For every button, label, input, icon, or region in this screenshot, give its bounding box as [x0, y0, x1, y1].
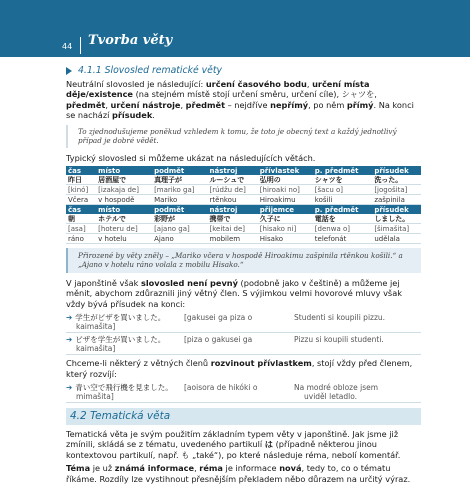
text-run: , [180, 99, 186, 110]
example-transcription: [gakusei ga piza o [184, 312, 253, 322]
word-order-table [66, 166, 421, 244]
table-cell: [hisako ni] [258, 224, 313, 234]
table-row [66, 224, 421, 234]
table-row [66, 175, 421, 185]
text-run: V japonštině však [66, 277, 141, 288]
example-japanese: ビザを学生が買いました。 [75, 334, 166, 344]
table-row [66, 214, 421, 224]
bold-term: Téma [66, 463, 91, 474]
column-header: místo [96, 166, 152, 175]
table-cell: Hiroakimu [258, 195, 313, 205]
note-natural-translation: Přirozené by věty zněly – „Mariko včera v hospodě Hiroakimu zašpinila rtěnkou košili.“ a „Ajano v hotelu ráno volala z mobilu Hisako.“ [66, 248, 421, 273]
example-translation: Na modré obloze jsem [294, 382, 379, 392]
table-cell: [rúdžu de] [208, 185, 258, 195]
page-header [0, 0, 470, 57]
table-cell: zašpinila [372, 195, 421, 205]
table-cell: シャツを [313, 175, 373, 185]
text-run: (na stejném místě stojí určení směru, určení cíle), シャツを, [132, 89, 377, 100]
table-cell: [šimašita] [372, 224, 421, 234]
example-japanese: 青い空で飛行機を見ました。 [75, 382, 173, 392]
arrow-icon: ➔ [66, 312, 73, 322]
paragraph-thematic [66, 429, 421, 461]
table-cell: [hoteru de] [96, 224, 152, 234]
bold-term: přímý [346, 99, 374, 110]
table-cell: košili [313, 195, 373, 205]
text-run: (podobně jako v češtině) a můžeme jej měnit, abychom zdůraznili jiný větný člen. S výjimkou velmi hovorové mluvy však vždy bývá přísudek na konci: [66, 277, 402, 309]
column-header: přijemce [258, 205, 313, 215]
table-cell: 洗った。 [372, 175, 421, 185]
example-transcription: [piza o gakusei ga [184, 334, 253, 344]
column-header: nástroj [208, 166, 258, 175]
examples-attribute [66, 383, 421, 403]
table-cell: [asa] [66, 224, 96, 234]
text-run: . Na konci se nachází [66, 99, 414, 121]
text-run: Tematická věta je svým použitím základním typem věty v japonštině. Jak jsme již zmínili, skládá se z tématu, uvedeného partikulí [66, 428, 399, 450]
table-header-row [66, 205, 421, 215]
table-cell: 電話を [313, 214, 373, 224]
arrow-icon: ➔ [66, 382, 73, 392]
text-run: , [105, 99, 111, 110]
section-heading-42: 4.2 Tematická věta [66, 408, 421, 425]
example-line-continued [66, 392, 421, 401]
example-line [66, 313, 421, 322]
table-row [66, 234, 421, 244]
column-header: přísudek [372, 166, 421, 175]
paragraph-typical: Typický slovosled si můžeme ukázat na následujících větách. [66, 152, 316, 163]
column-header: místo [96, 205, 152, 215]
paragraph-theme-rheme [66, 463, 421, 484]
column-header: podmět [152, 205, 207, 215]
table-cell: mobilem [208, 234, 258, 244]
text-run: , stojí vždy před členem, který rozvíjí: [66, 358, 413, 379]
text-run: Neutrální slovosled je následující: [66, 78, 206, 89]
table-cell: [mariko ga] [152, 185, 207, 195]
example-translation: Pizzu si koupili studenti. [294, 334, 384, 344]
table-cell: [hiroaki no] [258, 185, 313, 195]
example-line-continued [66, 322, 421, 331]
text-run: je už [90, 463, 115, 474]
example-transcription-end: kaimašita] [76, 321, 116, 331]
table-cell: [kinó] [66, 185, 96, 195]
table-cell: udělala [372, 234, 421, 244]
column-header: p. předmět [313, 205, 373, 215]
example-translation-end: uviděl letadlo. [304, 391, 358, 401]
table-cell: rtěnkou [208, 195, 258, 205]
text-run: , [306, 78, 313, 89]
divider [66, 332, 421, 333]
bold-term: přísudek [112, 110, 153, 121]
table-cell: 真理子が [152, 175, 207, 185]
table-cell: ráno [66, 234, 96, 244]
bold-term: slovosled není pevný [140, 277, 238, 288]
example-transcription-end: kaimašita] [76, 344, 116, 354]
table-cell: Včera [66, 195, 96, 205]
section-heading-411: 4.1.1 Slovosled rematické věty [66, 66, 421, 77]
column-header: přísudek [372, 205, 421, 215]
text-run: Chceme-li některý z větných členů [66, 358, 211, 369]
table-cell: ルーシュで [208, 175, 258, 185]
table-cell: Ajano [152, 234, 207, 244]
divider [66, 354, 421, 355]
table-cell: [jogošita] [372, 185, 421, 195]
column-header: p. předmět [313, 166, 373, 175]
table-cell: 弘明の [258, 175, 313, 185]
bold-term: předmět [185, 99, 225, 110]
text-run: , tedy to, co o tématu říkáme. Rozdíly lze vystihnout přesnějším překladem něbo důrazem na určitý výraz. [66, 463, 411, 484]
paragraph-attribute [66, 358, 421, 379]
example-line [66, 383, 421, 392]
table-row [66, 185, 421, 195]
bold-term: známá informace [114, 463, 195, 474]
paragraph-word-order [66, 79, 421, 121]
paragraph-free-order [66, 278, 421, 310]
example-transcription: [aoisora de hikóki o [184, 382, 258, 392]
table-cell: [ajano ga] [152, 224, 207, 234]
table-cell: v hospodě [96, 195, 152, 205]
bold-term: určení časového bodu [205, 78, 307, 89]
table-cell: 朝 [66, 214, 96, 224]
table-row [66, 195, 421, 205]
example-translation: Studenti si koupili pizzu. [294, 312, 386, 322]
table-cell: 久子に [258, 214, 313, 224]
chapter-title: Tvorba věty [88, 33, 173, 48]
table-cell: v hotelu [96, 234, 152, 244]
column-header: nástroj [208, 205, 258, 215]
table-cell: [denwa o] [313, 224, 373, 234]
bold-term: určení nástroje [110, 99, 181, 110]
table-cell: 昨日 [66, 175, 96, 185]
page-content [66, 62, 421, 488]
table-cell: [šacu o] [313, 185, 373, 195]
text-run: , po něm [308, 99, 347, 110]
bold-term: nepřímý [270, 99, 309, 110]
text-run: – nejdříve [224, 99, 271, 110]
table-cell: 彩野が [152, 214, 207, 224]
table-cell: 居酒屋で [96, 175, 152, 185]
example-transcription-end: mimašita] [76, 391, 114, 401]
column-header: čas [66, 205, 96, 215]
bold-term: předmět [66, 99, 106, 110]
bold-term: určení místa děje/existence [66, 78, 370, 100]
arrow-icon: ➔ [66, 334, 73, 344]
bold-term: nová [279, 463, 302, 474]
text-run: , [194, 463, 200, 474]
divider [66, 402, 421, 403]
bold-term: は [264, 439, 273, 450]
column-header: přívlastek [258, 166, 313, 175]
page-number: 44 [62, 42, 73, 51]
example-line-continued [66, 344, 421, 353]
bold-term: réma [199, 463, 223, 474]
text-run: je informace [222, 463, 280, 474]
example-japanese: 学生がビザを買いました。 [75, 312, 166, 322]
table-cell: [izakaja de] [96, 185, 152, 195]
column-header: podmět [152, 166, 207, 175]
example-line [66, 335, 421, 344]
header-divider [80, 37, 81, 54]
table-cell: ホテルで [96, 214, 152, 224]
table-cell: しました。 [372, 214, 421, 224]
table-cell: [keitai de] [208, 224, 258, 234]
column-header: čas [66, 166, 96, 175]
bold-term: rozvinout přívlastkem [210, 358, 312, 369]
table-cell: Hisako [258, 234, 313, 244]
table-header-row [66, 166, 421, 175]
table-cell: Mariko [152, 195, 207, 205]
table-cell: 携帯で [208, 214, 258, 224]
text-run: . [152, 110, 155, 121]
text-run: (případně některou jinou kontextovou partikulí, např. も „také“), po které následuje réma, nebolí komentář. [66, 439, 401, 460]
examples-word-order [66, 313, 421, 356]
note-box: To zjednodušujeme poněkud vzhledem k tomu, že toto je obecný text a každý jednotlivý případ je dobré vědět. [66, 125, 421, 148]
table-cell: telefonát [313, 234, 373, 244]
triangle-bullet-icon [66, 67, 72, 75]
